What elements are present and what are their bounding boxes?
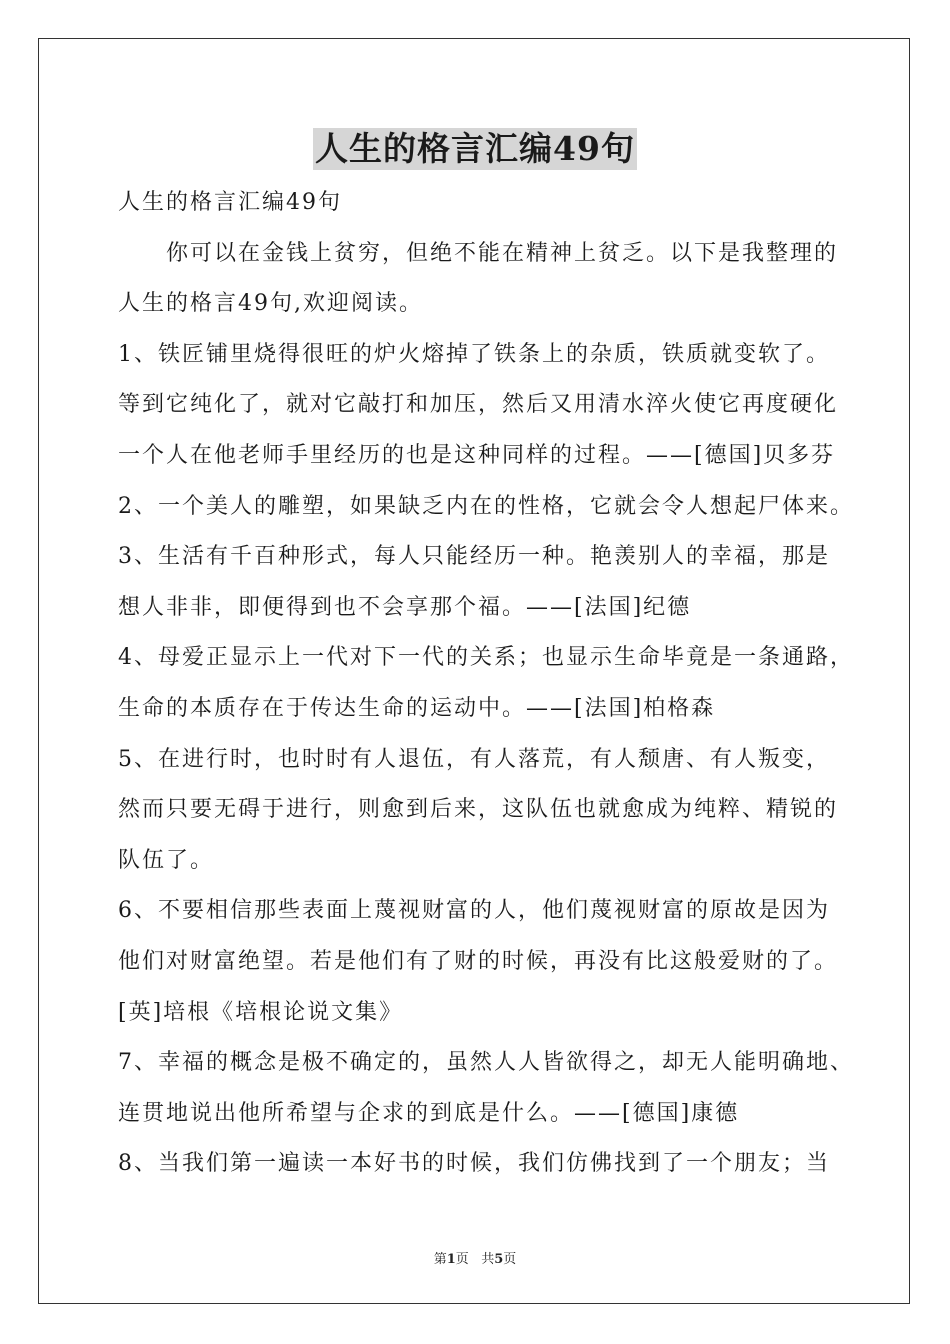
quote-line: 6、不要相信那些表面上蔑视财富的人，他们蔑视财富的原故是因为 xyxy=(118,898,830,924)
quote-line: [英]培根《培根论说文集》 xyxy=(118,999,404,1025)
quote-line: 他们对财富绝望。若是他们有了财的时候，再没有比这般爱财的了。 xyxy=(118,948,839,974)
quote-line: 队伍了。 xyxy=(118,847,215,873)
document-title: 人生的格言汇编49句 xyxy=(315,129,635,168)
intro-line: 人生的格言49句,欢迎阅读。 xyxy=(118,291,423,317)
page-suffix: 页 xyxy=(455,1252,469,1267)
page-current: 1 xyxy=(446,1252,456,1267)
quote-line: 一个人在他老师手里经历的也是这种同样的过程。——[德国]贝多芬 xyxy=(118,442,836,468)
quote-line: 5、在进行时，也时时有人退伍，有人落荒，有人颓唐、有人叛变， xyxy=(118,746,830,772)
total-suffix: 页 xyxy=(503,1252,517,1267)
title-container xyxy=(0,128,950,170)
total-prefix: 共 xyxy=(481,1252,495,1267)
subtitle-line: 人生的格言汇编49句 xyxy=(118,190,342,215)
quote-line: 4、母爱正显示上一代对下一代的关系；也显示生命毕竟是一条通路， xyxy=(118,645,854,671)
quote-line: 然而只要无碍于进行，则愈到后来，这队伍也就愈成为纯粹、精锐的 xyxy=(118,797,839,823)
quote-line: 3、生活有千百种形式，每人只能经历一种。艳羡别人的幸福，那是 xyxy=(118,544,830,570)
quote-line: 2、一个美人的雕塑，如果缺乏内在的性格，它就会令人想起尸体来。 xyxy=(118,493,854,519)
quote-line: 连贯地说出他所希望与企求的到底是什么。——[德国]康德 xyxy=(118,1100,740,1126)
quote-line: 1、铁匠铺里烧得很旺的炉火熔掉了铁条上的杂质，铁质就变软了。 xyxy=(118,341,830,367)
intro-line: 你可以在金钱上贫穷，但绝不能在精神上贫乏。以下是我整理的 xyxy=(166,240,839,266)
document-body xyxy=(118,178,854,1190)
quote-line: 生命的本质存在于传达生命的运动中。——[法国]柏格森 xyxy=(118,695,716,721)
page-total: 5 xyxy=(494,1252,504,1267)
page-footer xyxy=(0,1248,950,1267)
quote-line: 想人非非，即便得到也不会享那个福。——[法国]纪德 xyxy=(118,594,692,620)
quote-line: 8、当我们第一遍读一本好书的时候，我们仿佛找到了一个朋友；当 xyxy=(118,1151,830,1177)
page-prefix: 第 xyxy=(433,1252,447,1267)
quote-line: 等到它纯化了，就对它敲打和加压，然后又用清水淬火使它再度硬化 xyxy=(118,392,839,418)
quote-line: 7、幸福的概念是极不确定的，虽然人人皆欲得之，却无人能明确地、 xyxy=(118,1050,854,1076)
